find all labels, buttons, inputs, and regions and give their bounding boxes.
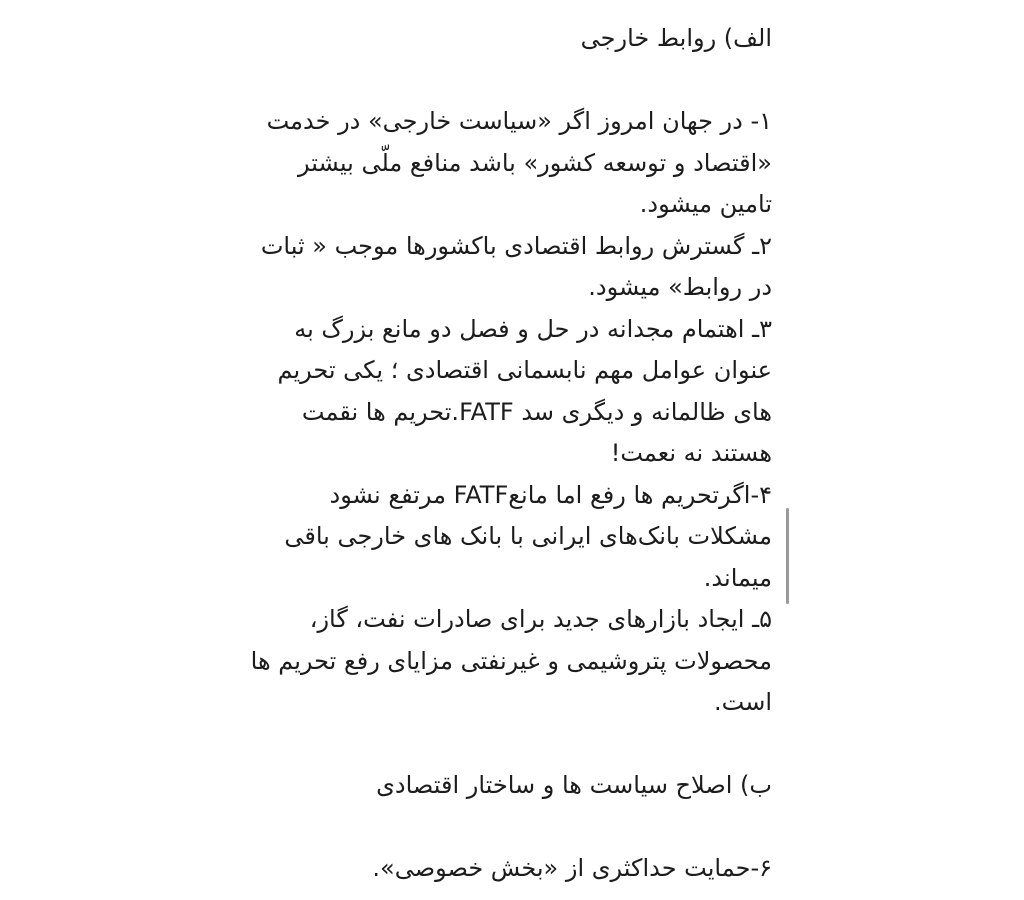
list-item-5: ۵ـ ایجاد بازارهای جدید برای صادرات نفت، گاز، محصولات پتروشیمی و غیرنفتی مزایای رفع تحریم ها است.: [250, 605, 772, 716]
section-a-heading: الف) روابط خارجی: [580, 24, 772, 52]
section-b-heading: ب) اصلاح سیاست ها و ساختار اقتصادی: [376, 771, 772, 799]
list-item-6: ۶-حمایت حداکثری از «بخش خصوصی».: [372, 854, 772, 882]
blank-line: [250, 724, 772, 766]
blank-line: [250, 60, 772, 102]
document-text: [250, 18, 772, 890]
list-item-2: ۲ـ گسترش روابط اقتصادی باکشورها موجب « ثبات در روابط» میشود.: [260, 231, 772, 301]
list-item-1: ۱- در جهان امروز اگر «سیاست خارجی» در خدمت «اقتصاد و توسعه کشور» باشد منافع ملّی بیشتر تامین میشود.: [266, 107, 772, 218]
list-item-3: ۳ـ اهتمام مجدانه در حل و فصل دو مانع بزرگ به عنوان عوامل مهم نابسمانی اقتصادی ؛ یکی تحریم های ظالمانه و دیگری سد FATF.تحریم ها نقمت هستند نه نعمت!: [277, 314, 772, 467]
blank-line: [250, 807, 772, 849]
scroll-indicator[interactable]: [786, 508, 789, 604]
list-item-4: ۴-اگرتحریم ها رفع اما مانعFATF مرتفع نشود مشکلات بانک‌های ایرانی با بانک های خارجی باقی میماند.: [284, 480, 772, 592]
